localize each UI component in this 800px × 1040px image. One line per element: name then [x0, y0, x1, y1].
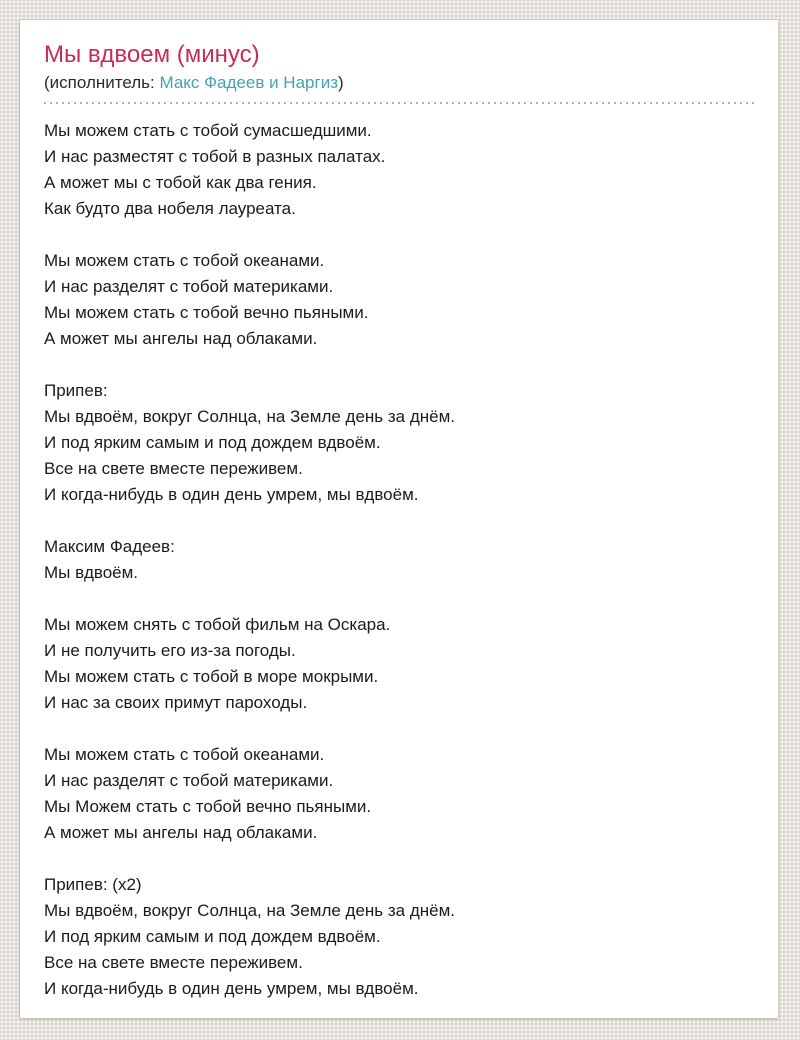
artist-line — [44, 72, 754, 102]
lyric-line: Мы можем стать с тобой в море мокрыми. — [44, 667, 379, 686]
lyric-line: А может мы ангелы над облаками. — [44, 823, 318, 842]
artist-link[interactable]: Макс Фадеев и Наргиз — [159, 73, 338, 92]
lyric-line: И нас за своих примут пароходы. — [44, 693, 308, 712]
lyric-line: И под ярким самым и под дождем вдвоём. — [44, 433, 381, 452]
lyric-line: И когда-нибудь в один день умрем, мы вдвоём. — [44, 485, 419, 504]
lyric-stanza — [44, 118, 754, 222]
lyric-line: Как будто два нобеля лауреата. — [44, 199, 296, 218]
lyric-line: Мы можем стать с тобой сумасшедшими. — [44, 121, 372, 140]
lyric-line: Мы можем стать с тобой вечно пьяными. — [44, 303, 369, 322]
lyric-line: И не получить его из-за погоды. — [44, 641, 296, 660]
lyric-line: Мы вдвоём, вокруг Солнца, на Земле день за днём. — [44, 901, 456, 920]
lyric-line: И нас разместят с тобой в разных палатах. — [44, 147, 386, 166]
artist-label-suffix: ) — [338, 73, 344, 92]
lyric-line: Мы можем стать с тобой океанами. — [44, 251, 325, 270]
lyric-line: Мы можем стать с тобой океанами. — [44, 745, 325, 764]
song-title: Мы вдвоем (минус) — [44, 41, 260, 68]
lyric-line: Мы вдвоём. — [44, 563, 139, 582]
lyric-stanza — [44, 534, 754, 586]
lyric-stanza — [44, 742, 754, 846]
lyric-line: И когда-нибудь в один день умрем, мы вдвоём. — [44, 979, 419, 998]
lyric-line: Все на свете вместе переживем. — [44, 953, 303, 972]
lyric-line: А может мы с тобой как два гения. — [44, 173, 317, 192]
lyric-line: И нас разделят с тобой материками. — [44, 771, 334, 790]
lyric-line: Припев: — [44, 381, 108, 400]
lyric-stanza — [44, 248, 754, 352]
lyric-line: Мы вдвоём, вокруг Солнца, на Земле день за днём. — [44, 407, 456, 426]
lyrics — [44, 118, 754, 1002]
lyric-line: А может мы ангелы над облаками. — [44, 329, 318, 348]
lyric-line: Мы Можем стать с тобой вечно пьяными. — [44, 797, 372, 816]
lyric-stanza — [44, 612, 754, 716]
lyric-line: Максим Фадеев: — [44, 537, 175, 556]
lyric-line: И под ярким самым и под дождем вдвоём. — [44, 927, 381, 946]
lyric-stanza — [44, 378, 754, 508]
lyric-line: Все на свете вместе переживем. — [44, 459, 303, 478]
lyric-line: Мы можем снять с тобой фильм на Оскара. — [44, 615, 391, 634]
lyric-line: И нас разделят с тобой материками. — [44, 277, 334, 296]
lyric-stanza — [44, 872, 754, 1002]
lyric-line: Припев: (x2) — [44, 875, 142, 894]
artist-label-prefix: (исполнитель: — [44, 73, 160, 92]
dotted-separator — [44, 102, 754, 104]
content-card — [20, 20, 778, 1018]
